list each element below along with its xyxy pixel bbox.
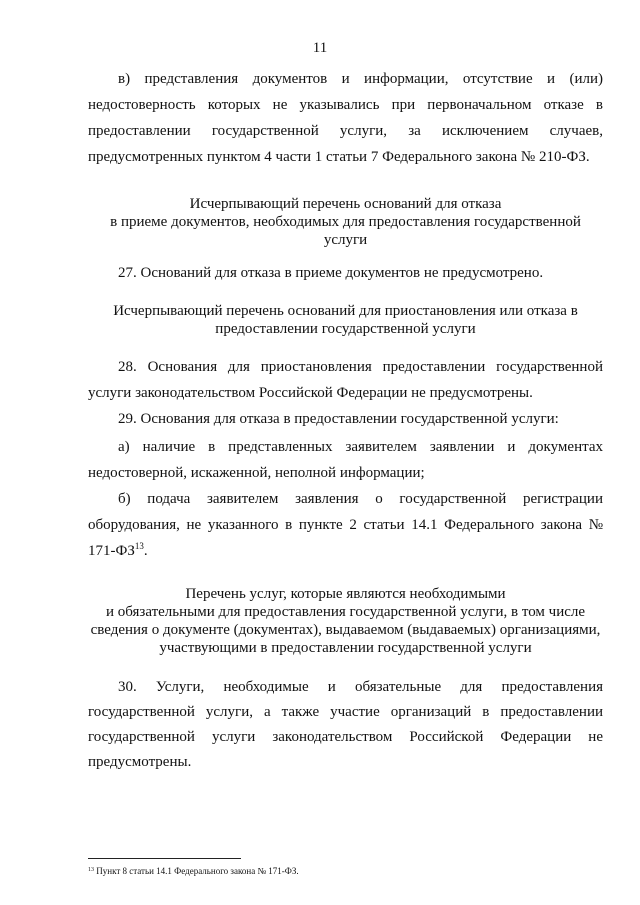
heading-suspension-refusal [88, 302, 603, 338]
paragraph-29b: б) подача заявителем заявления о государственной регистрации оборудования, не указанного в пункте 2 статьи 14.1 Федерального закона № 171-ФЗ$^{13}$. [88, 491, 603, 559]
footnote-text: Пункт 8 статьи 14.1 Федерального закона № 171-ФЗ. [96, 866, 299, 876]
heading-line: и обязательными для предоставления государственной услуги, в том числе [105, 604, 586, 620]
paragraph-29: 29. Основания для отказа в предоставлении государственной услуги: [118, 411, 559, 427]
heading-line: Исчерпывающий перечень оснований для отказа [189, 196, 502, 212]
heading-line: услуги [323, 232, 368, 248]
heading-line: сведения о документе (документах), выдаваемом (выдаваемых) организациями, [90, 622, 601, 638]
paragraph-28: 28. Основания для приостановления предоставлении государственной услуги законодательством Российской Федерации не предусмотрены. [88, 359, 603, 401]
heading-line: Перечень услуг, которые являются необходимыми [185, 586, 506, 602]
heading-refusal-acceptance [88, 195, 603, 249]
footnote-divider [88, 858, 241, 859]
heading-line: в приеме документов, необходимых для предоставления государственной [110, 214, 581, 230]
heading-line: предоставлении государственной услуги [215, 321, 476, 337]
footnote [88, 866, 299, 876]
paragraph-27: 27. Оснований для отказа в приеме документов не предусмотрено. [118, 265, 544, 281]
footnote-number: 13 [88, 867, 94, 873]
paragraph-30: 30. Услуги, необходимые и обязательные для предоставления государственной услуги, а также участие организаций в предоставлении государственной услуги законодательством Российской Федерации не предусмотрены. [88, 679, 603, 770]
footnote-reference: 13 [134, 541, 144, 551]
paragraph-29b-text: б) подача заявителем заявления о государственной регистрации оборудования, не указанного в пункте 2 статьи 14.1 Федерального закона № 171-ФЗ [88, 491, 603, 559]
heading-required-services [88, 585, 603, 657]
page-number: 11 [312, 40, 328, 56]
paragraph-29a: а) наличие в представленных заявителем заявлении и документах недостоверной, искаженной, неполной информации; [88, 439, 603, 481]
paragraph-v: в) представления документов и информации, отсутствие и (или) недостоверность которых не указывались при первоначальном отказе в предоставлении государственной услуги, за исключением случаев, предусмотренных пунктом 4 части 1 статьи 7 Федерального закона № 210-ФЗ. [88, 71, 603, 165]
heading-line: Исчерпывающий перечень оснований для приостановления или отказа в [113, 303, 578, 319]
heading-line: участвующими в предоставлении государственной услуги [159, 640, 532, 656]
